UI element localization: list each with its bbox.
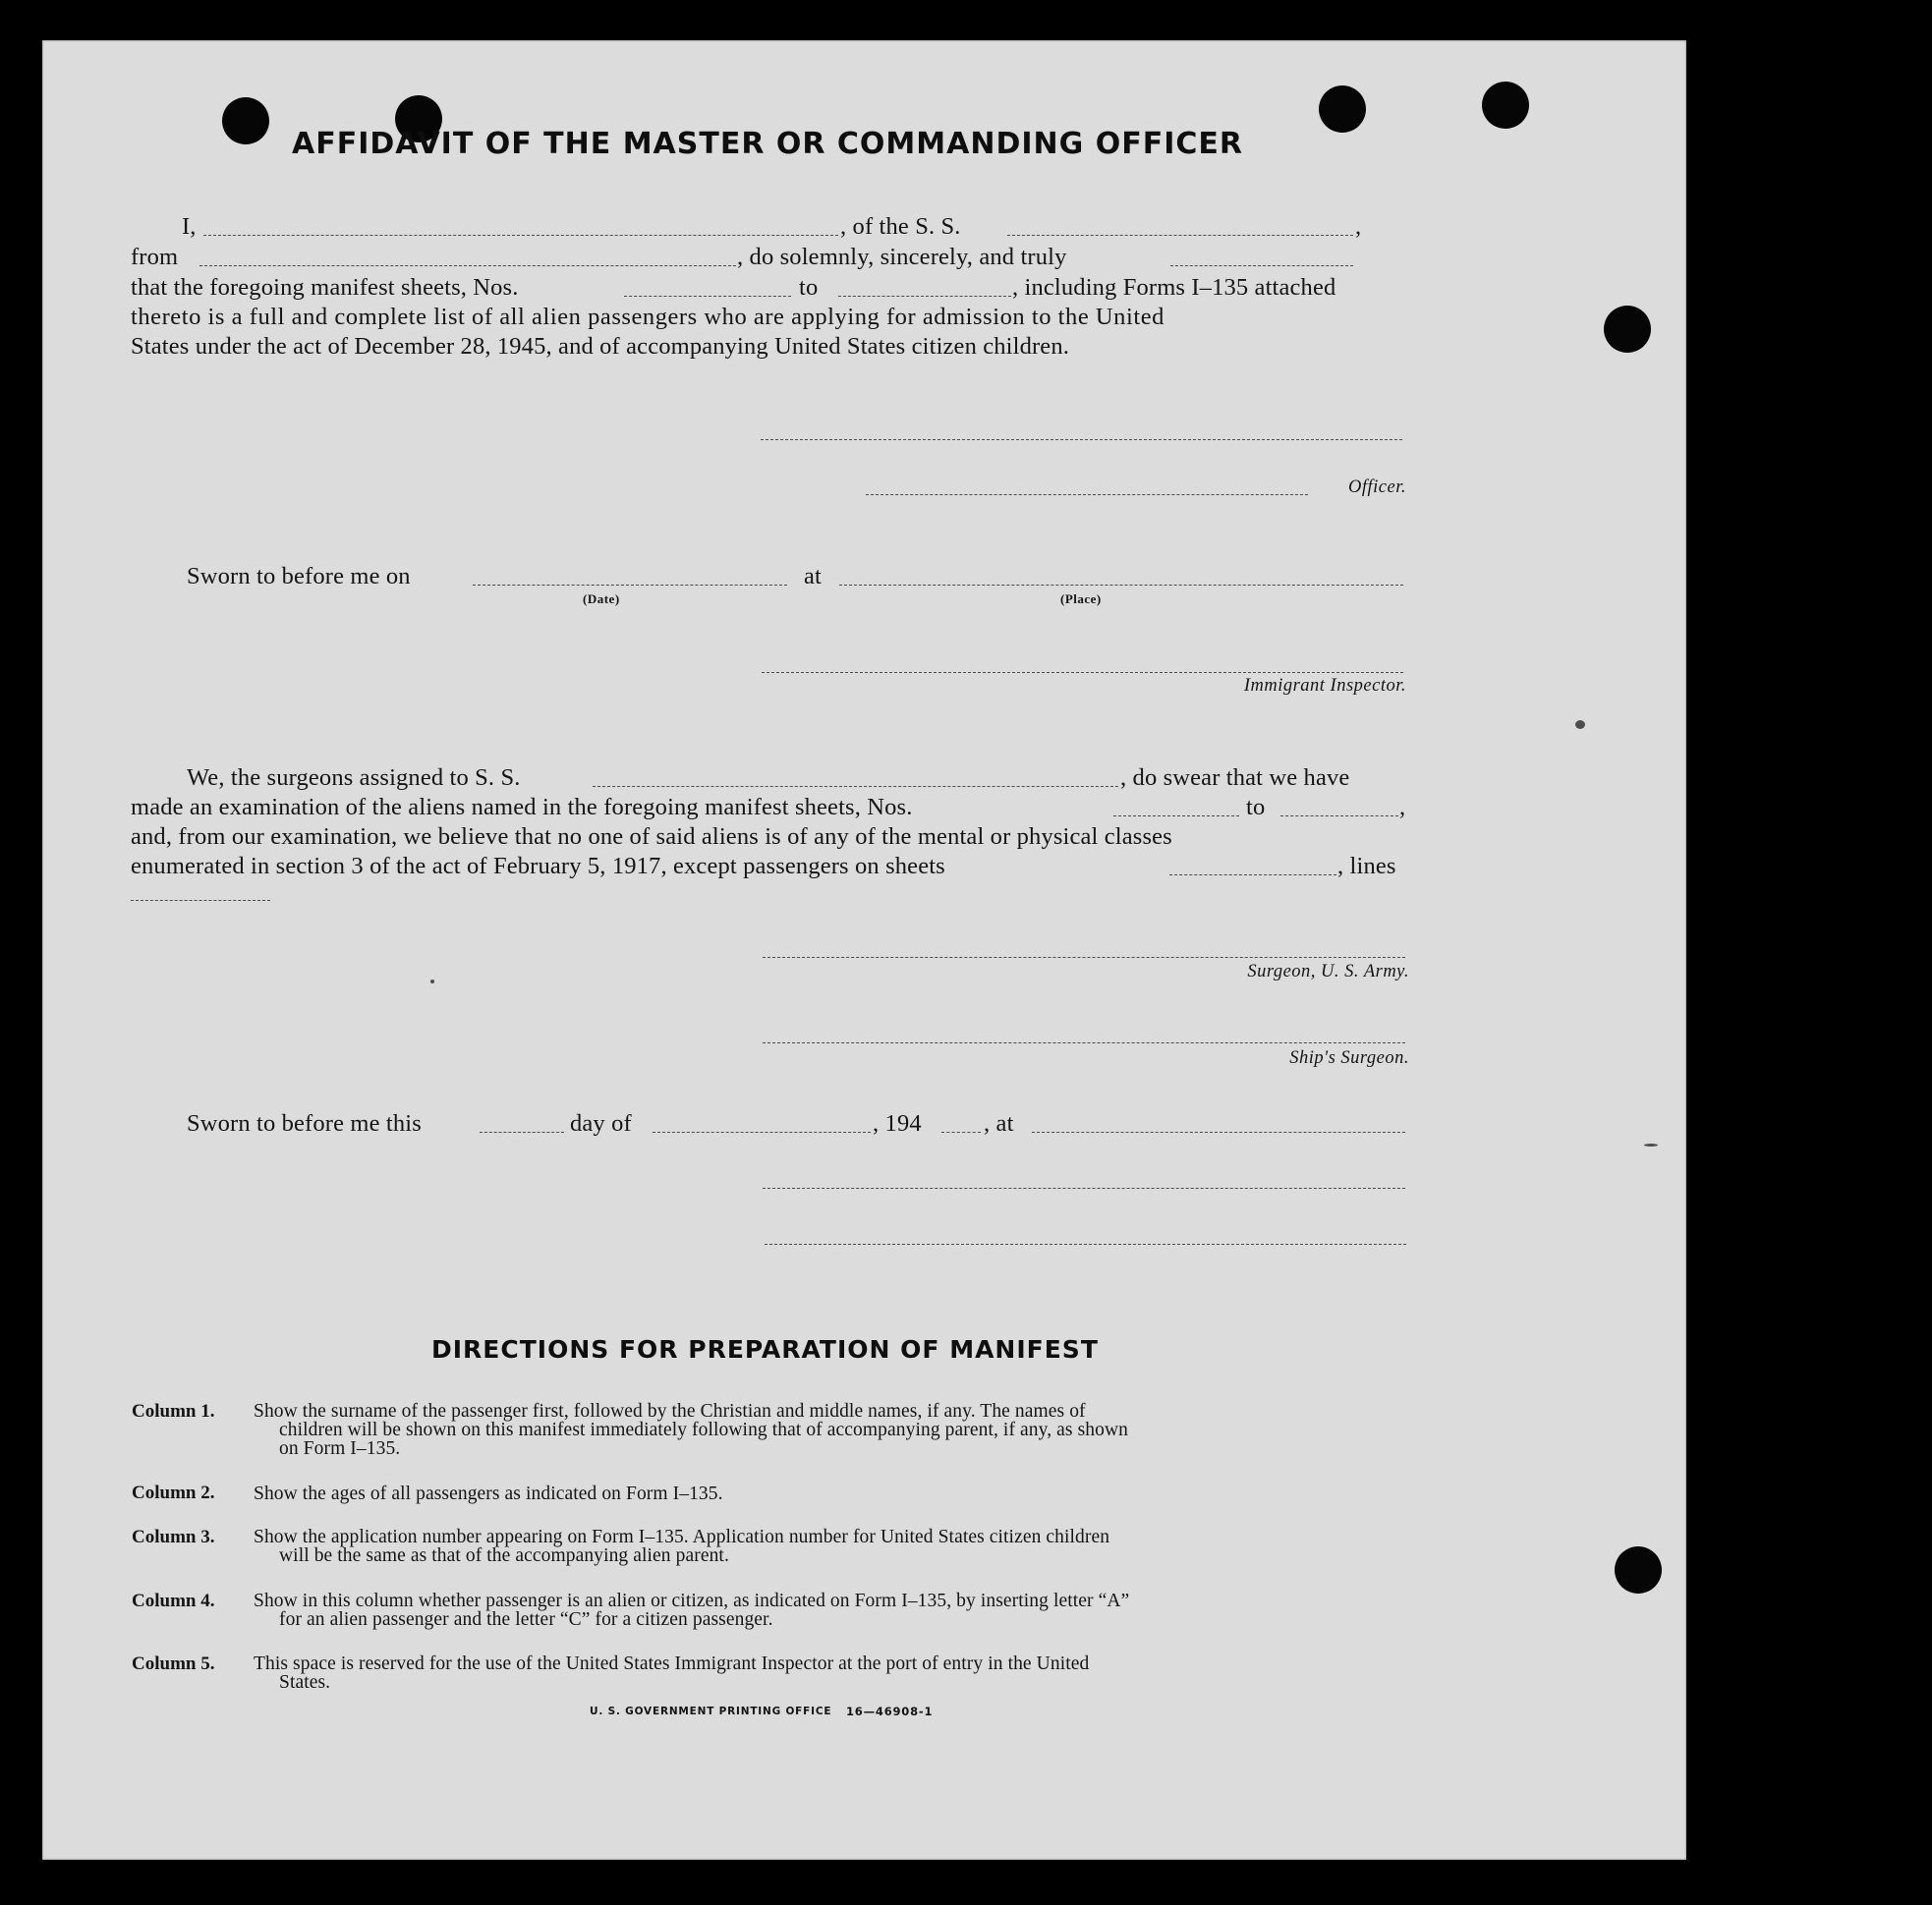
sworn2-year-field[interactable] bbox=[941, 1132, 981, 1133]
port-field[interactable] bbox=[199, 265, 736, 266]
column-5-line-1: This space is reserved for the use of the United States Immigrant Inspector at the port of entry in the United bbox=[254, 1653, 1090, 1674]
place-caption: (Place) bbox=[1060, 591, 1102, 606]
affidavit-to: to bbox=[799, 274, 819, 301]
inspector-signature-line[interactable] bbox=[762, 672, 1403, 673]
affidavit-line5: States under the act of December 28, 1945, and of accompanying United States citizen children. bbox=[131, 333, 1069, 360]
column-2-line-1: Show the ages of all passengers as indicated on Form I–135. bbox=[254, 1484, 723, 1504]
column-3-line-2: will be the same as that of the accompanying alien parent. bbox=[279, 1545, 729, 1566]
column-1-line-1: Show the surname of the passenger first, followed by the Christian and middle names, if any. The names of bbox=[254, 1401, 1086, 1422]
master-name-field[interactable] bbox=[203, 235, 838, 236]
punch-hole bbox=[1482, 82, 1529, 129]
punch-hole bbox=[222, 97, 269, 144]
ship-surgeon-signature-line[interactable] bbox=[763, 1042, 1405, 1043]
surgeons-sheet-to-field[interactable] bbox=[1280, 815, 1398, 816]
speck bbox=[1575, 720, 1585, 729]
ship-name-field[interactable] bbox=[1007, 235, 1353, 236]
affidavit-line1-end: , bbox=[1355, 213, 1362, 240]
form-code: 16—46908-1 bbox=[846, 1705, 934, 1718]
sheet-to-field[interactable] bbox=[838, 296, 1011, 297]
date-caption: (Date) bbox=[583, 591, 620, 606]
speck bbox=[1644, 1144, 1658, 1147]
army-surgeon-signature-line[interactable] bbox=[763, 957, 1405, 958]
sworn2-at: , at bbox=[984, 1110, 1014, 1137]
surgeons-line1-end: , do swear that we have bbox=[1120, 764, 1350, 791]
sworn2-before: Sworn to before me this bbox=[187, 1110, 422, 1137]
affidavit-line4: thereto is a full and complete list of all alien passengers who are applying for admission to the United bbox=[131, 304, 1165, 330]
inspector-label: Immigrant Inspector. bbox=[1243, 676, 1406, 696]
master-signature-line[interactable] bbox=[761, 439, 1402, 440]
column-3-label: Column 3. bbox=[132, 1527, 215, 1547]
affidavit-i: I, bbox=[182, 213, 197, 240]
affidavit-of-ship: , of the S. S. bbox=[840, 213, 961, 240]
affidavit-swear: , do solemnly, sincerely, and truly bbox=[737, 244, 1067, 270]
surgeons-line2-end: , bbox=[1399, 794, 1406, 820]
column-4-line-1: Show in this column whether passenger is an alien or citizen, as indicated on Form I–135, by inserting letter “A” bbox=[254, 1591, 1130, 1611]
directions-title: DIRECTIONS FOR PREPARATION OF MANIFEST bbox=[431, 1335, 1099, 1364]
speck bbox=[430, 980, 434, 983]
sworn-place-field[interactable] bbox=[839, 585, 1403, 586]
affidavit-including: , including Forms I–135 attached bbox=[1012, 274, 1336, 301]
affidavit-from: from bbox=[131, 244, 179, 270]
column-2-label: Column 2. bbox=[132, 1483, 215, 1503]
column-1-line-3: on Form I–135. bbox=[279, 1438, 401, 1459]
printing-office-imprint: U. S. GOVERNMENT PRINTING OFFICE bbox=[590, 1706, 832, 1717]
column-1-line-2: children will be shown on this manifest immediately following that of accompanying parent, if any, as shown bbox=[279, 1420, 1128, 1440]
document-page bbox=[42, 40, 1686, 1860]
sheets-field[interactable] bbox=[1169, 874, 1336, 875]
sworn2-year: , 194 bbox=[873, 1110, 922, 1137]
ship-surgeon-label: Ship's Surgeon. bbox=[1289, 1048, 1409, 1068]
surgeons-line2-start: made an examination of the aliens named in the foregoing manifest sheets, Nos. bbox=[131, 794, 913, 820]
surgeons-ship-field[interactable] bbox=[593, 786, 1118, 787]
sworn2-day-field[interactable] bbox=[480, 1132, 564, 1133]
oath-field[interactable] bbox=[1170, 265, 1353, 266]
column-5-label: Column 5. bbox=[132, 1653, 215, 1674]
column-5-line-2: States. bbox=[279, 1672, 331, 1693]
officer-line[interactable] bbox=[866, 494, 1308, 495]
sworn-date-field[interactable] bbox=[473, 585, 787, 586]
sworn-before-on: Sworn to before me on bbox=[187, 563, 411, 589]
punch-hole bbox=[1604, 306, 1651, 353]
surgeons-line4-start: enumerated in section 3 of the act of February 5, 1917, except passengers on sheets bbox=[131, 853, 945, 879]
surgeons-sheet-from-field[interactable] bbox=[1113, 815, 1239, 816]
sworn2-day-of: day of bbox=[570, 1110, 632, 1137]
affidavit-manifest: that the foregoing manifest sheets, Nos. bbox=[131, 274, 519, 301]
officer-label: Officer. bbox=[1348, 477, 1406, 497]
sworn2-month-field[interactable] bbox=[653, 1132, 871, 1133]
surgeons-to: to bbox=[1246, 794, 1266, 820]
sworn2-signature-line-2[interactable] bbox=[765, 1244, 1406, 1245]
surgeons-line1-start: We, the surgeons assigned to S. S. bbox=[187, 764, 521, 791]
column-4-line-2: for an alien passenger and the letter “C” for a citizen passenger. bbox=[279, 1609, 773, 1630]
surgeons-line4-end: , lines bbox=[1337, 853, 1396, 879]
punch-hole bbox=[1615, 1546, 1662, 1594]
column-1-label: Column 1. bbox=[132, 1401, 215, 1422]
army-surgeon-label: Surgeon, U. S. Army. bbox=[1247, 962, 1409, 981]
lines-field[interactable] bbox=[131, 900, 270, 901]
sworn2-signature-line-1[interactable] bbox=[763, 1188, 1405, 1189]
affidavit-title: AFFIDAVIT OF THE MASTER OR COMMANDING OFFICER bbox=[292, 127, 1243, 161]
punch-hole bbox=[1319, 85, 1366, 133]
column-3-line-1: Show the application number appearing on Form I–135. Application number for United States citizen children bbox=[254, 1527, 1110, 1547]
sworn-at: at bbox=[804, 563, 822, 589]
sheet-from-field[interactable] bbox=[624, 296, 791, 297]
surgeons-line3: and, from our examination, we believe that no one of said aliens is of any of the mental or physical classes bbox=[131, 823, 1172, 850]
column-4-label: Column 4. bbox=[132, 1591, 215, 1611]
sworn2-place-field[interactable] bbox=[1032, 1132, 1405, 1133]
